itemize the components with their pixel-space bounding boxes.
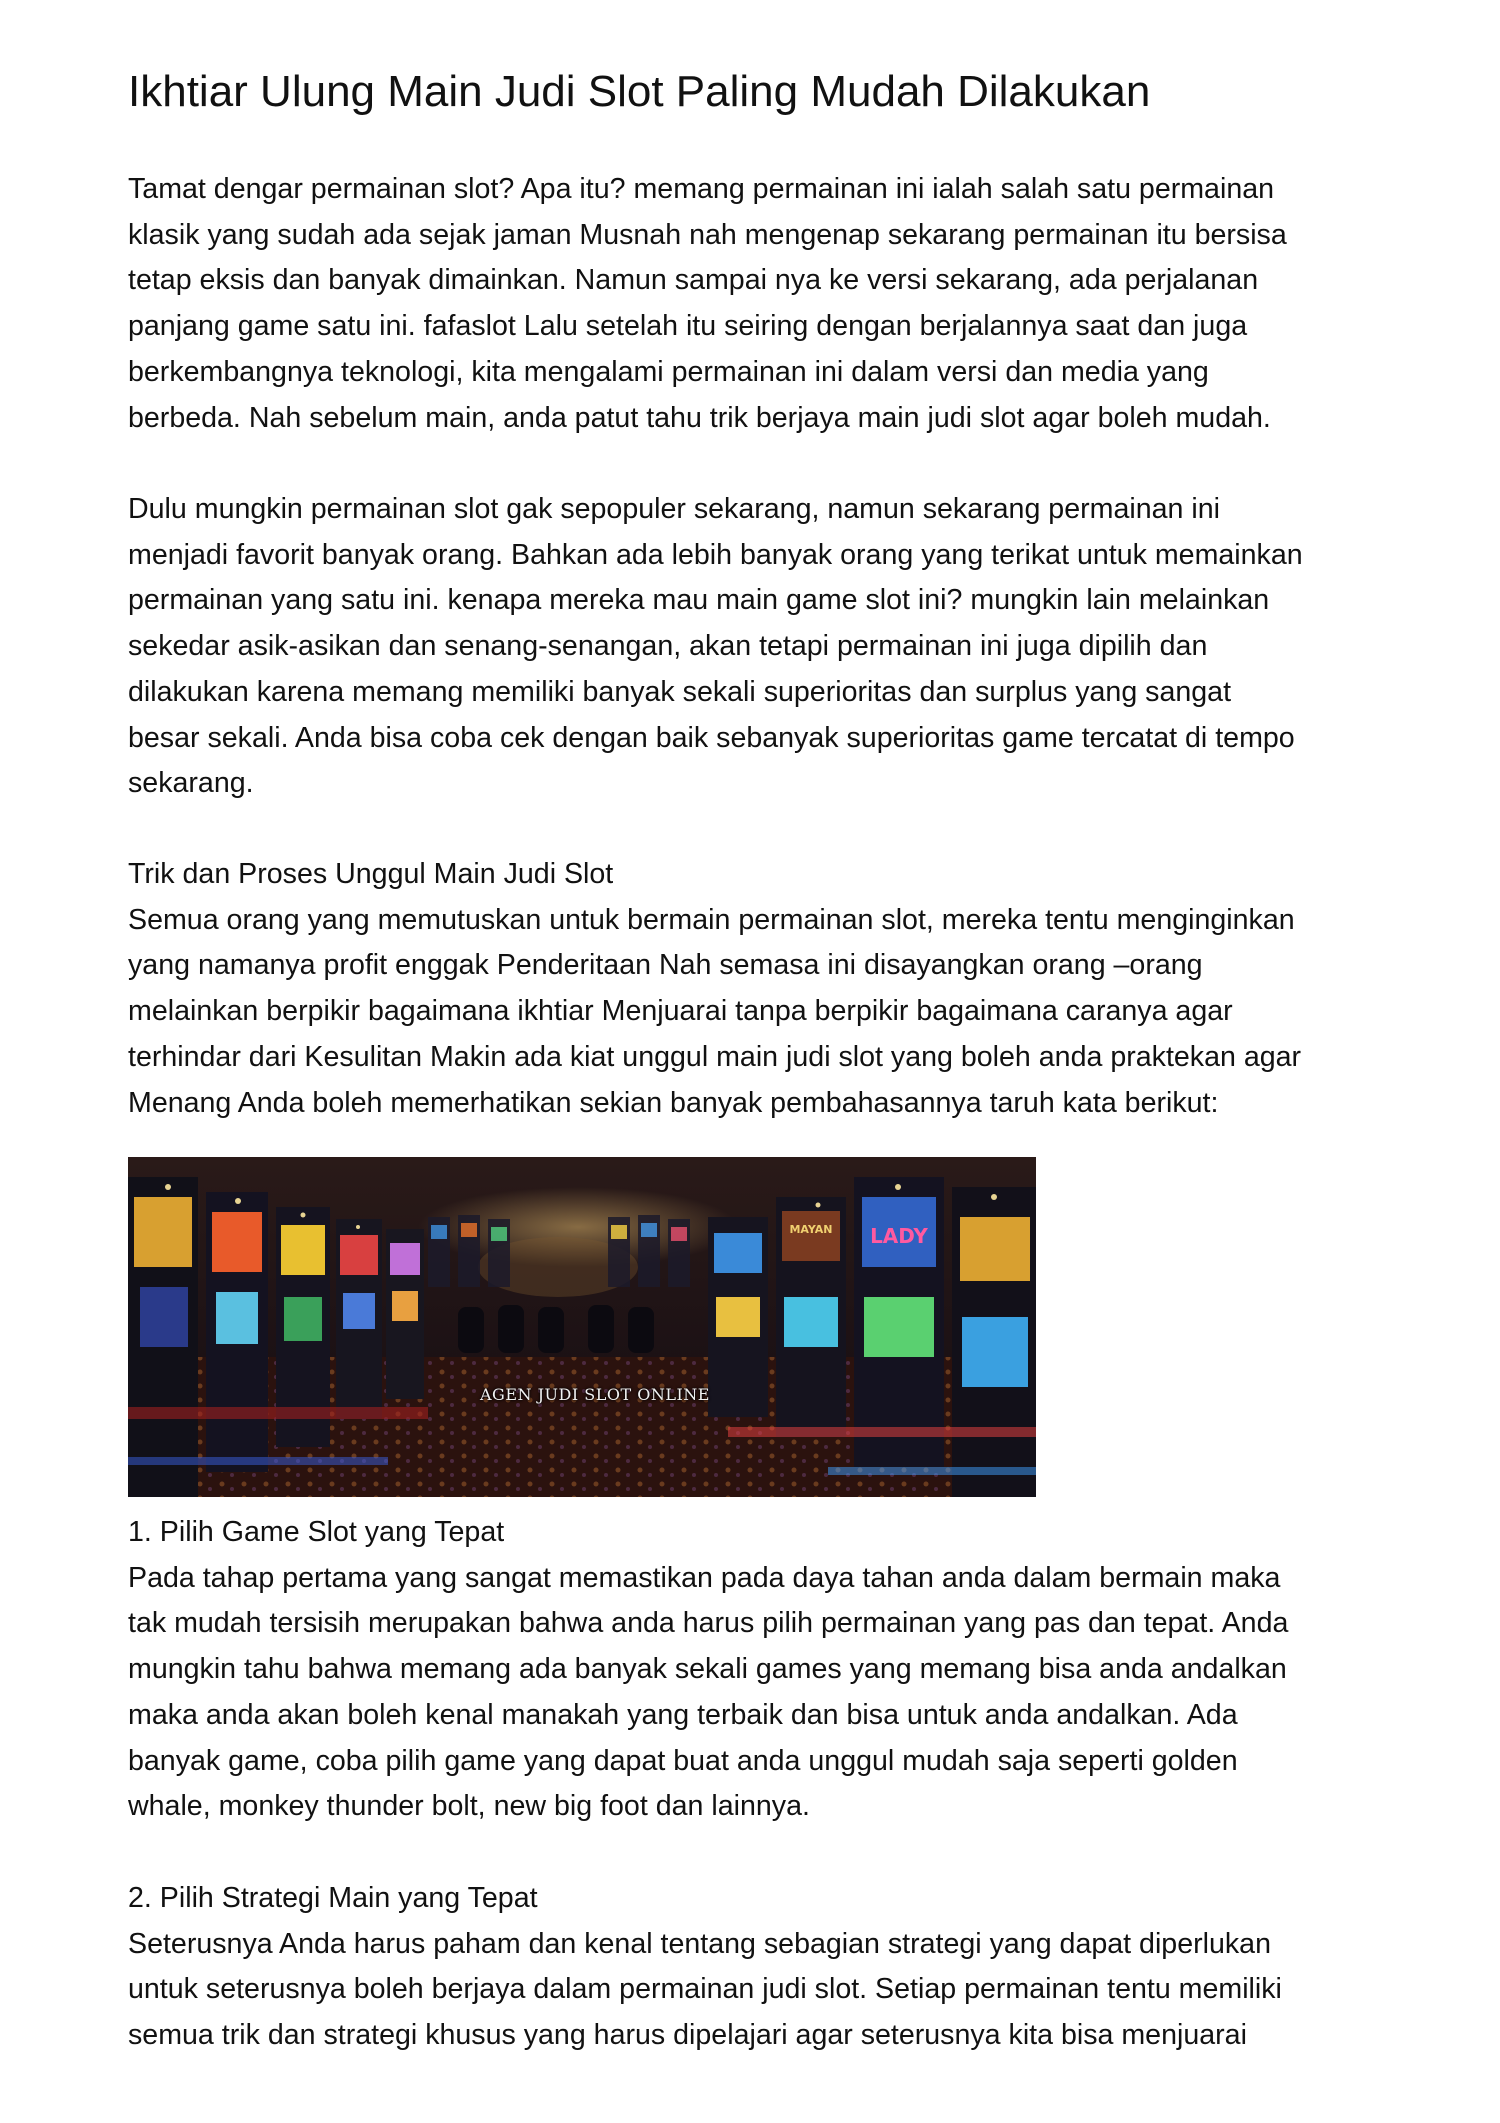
item-heading: 2. Pilih Strategi Main yang Tepat [128,1882,538,1914]
paragraph-popularity [128,487,1388,807]
text-line: untuk seterusnya boleh berjaya dalam permainan judi slot. Setiap permainan tentu memiliki [128,1973,1282,2006]
text-line: dilakukan karena memang memiliki banyak sekali superioritas dan surplus yang sangat [128,675,1232,708]
machine-sign-1: MAYAN [789,1223,833,1236]
text-line: Pada tahap pertama yang sangat memastikan pada daya tahan anda dalam bermain maka [128,1561,1281,1594]
text-line: Dulu mungkin permainan slot gak sepopuler sekarang, namun sekarang permainan ini [128,493,1220,525]
section-tips [128,852,1388,1126]
text-line: panjang game satu ini. fafaslot Lalu setelah itu seiring dengan berjalannya saat dan juga [128,310,1248,343]
text-line: Seterusnya Anda harus paham dan kenal tentang sebagian strategi yang dapat diperlukan [128,1927,1271,1960]
text-line: Semua orang yang memutuskan untuk bermain permainan slot, mereka tentu menginginkan [128,903,1295,936]
text-line: whale, monkey thunder bolt, new big foot dan lainnya. [128,1790,810,1823]
section-item-1 [128,1510,1388,1830]
casino-slot-machines-image [128,1157,1036,1497]
text-line: melainkan berpikir bagaimana ikhtiar Menjuarai tanpa berpikir bagaimana caranya agar [128,995,1233,1028]
text-line: semua trik dan strategi khusus yang harus dipelajari agar seterusnya kita bisa menjuarai [128,2019,1247,2052]
text-line: banyak game, coba pilih game yang dapat buat anda unggul mudah saja seperti golden [128,1744,1238,1777]
text-line: menjadi favorit banyak orang. Bahkan ada lebih banyak orang yang terikat untuk memainkan [128,538,1303,571]
text-line: tak mudah tersisih merupakan bahwa anda harus pilih permainan yang pas dan tepat. Anda [128,1607,1289,1640]
text-line: klasik yang sudah ada sejak jaman Musnah nah mengenap sekarang permainan itu bersisa [128,218,1287,251]
text-line: Tamat dengar permainan slot? Apa itu? memang permainan ini ialah salah satu permainan [128,173,1275,205]
text-line: sekarang. [128,767,254,800]
casino-illustration [128,1157,1036,1497]
text-line: besar sekali. Anda bisa coba cek dengan baik sebanyak superioritas game tercatat di tempo [128,721,1295,754]
text-line: tetap eksis dan banyak dimainkan. Namun sampai nya ke versi sekarang, ada perjalanan [128,264,1259,297]
text-line: Menang Anda boleh memerhatikan sekian banyak pembahasannya taruh kata berikut: [128,1086,1219,1119]
item-heading: 1. Pilih Game Slot yang Tepat [128,1516,505,1548]
document-title: Ikhtiar Ulung Main Judi Slot Paling Mudah Dilakukan [128,67,1151,116]
section-item-2 [128,1876,1388,2059]
text-line: permainan yang satu ini. kenapa mereka mau main game slot ini? mungkin lain melainkan [128,584,1270,617]
text-line: berbeda. Nah sebelum main, anda patut tahu trik berjaya main judi slot agar boleh mudah. [128,401,1271,434]
text-line: terhindar dari Kesulitan Makin ada kiat unggul main judi slot yang boleh anda praktekan agar [128,1040,1302,1073]
text-line: mungkin tahu bahwa memang ada banyak sekali games yang memang bisa anda andalkan [128,1653,1287,1686]
text-line: berkembangnya teknologi, kita mengalami permainan ini dalam versi dan media yang [128,355,1209,388]
paragraph-intro [128,167,1388,441]
text-line: sekedar asik-asikan dan senang-senangan, akan tetapi permainan ini juga dipilih dan [128,630,1208,663]
text-line: yang namanya profit enggak Penderitaan Nah semasa ini disayangkan orang –orang [128,949,1203,982]
machine-sign-2: LADY [870,1224,928,1248]
text-line: maka anda akan boleh kenal manakah yang terbaik dan bisa untuk anda andalkan. Ada [128,1698,1238,1731]
image-caption: AGEN JUDI SLOT ONLINE [480,1385,710,1404]
section-heading: Trik dan Proses Unggul Main Judi Slot [128,858,614,890]
